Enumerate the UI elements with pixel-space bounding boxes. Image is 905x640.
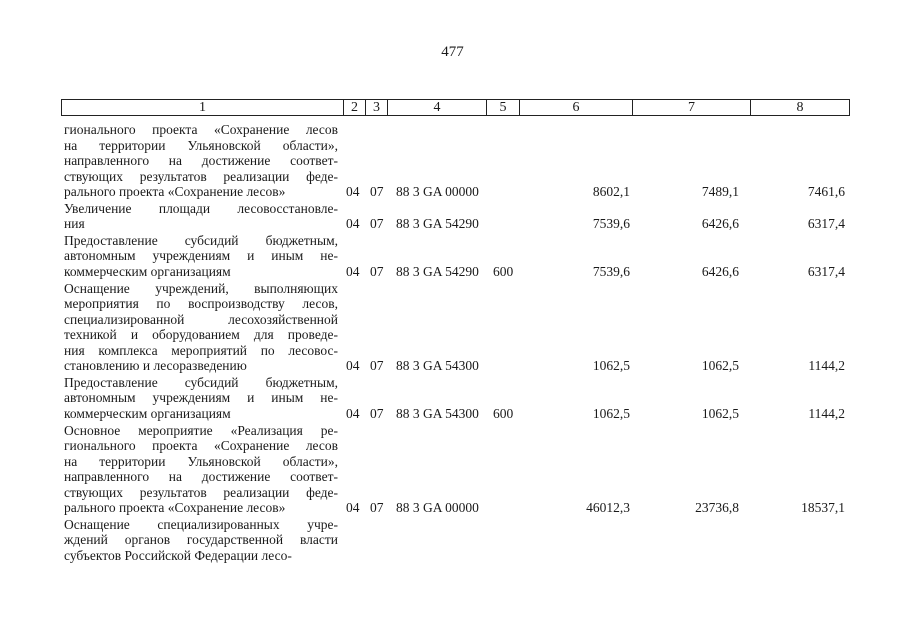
row-description-line: гионального проекта «Сохранение лесов bbox=[64, 122, 338, 137]
row-description-line: ния комплекса мероприятий по лесовос- bbox=[64, 342, 338, 358]
row-value-col6: 8602,1 bbox=[592, 184, 630, 199]
row-subsection: 07 bbox=[370, 405, 384, 421]
row-description-line: становлению и лесоразведению bbox=[64, 358, 247, 374]
row-section: 04 bbox=[346, 500, 360, 515]
row-description-line: субъектов Российской Федерации лесо- bbox=[64, 547, 292, 563]
row-target-code: 88 3 GA 54290 bbox=[396, 216, 479, 232]
row-target-code: 88 3 GA 54290 bbox=[396, 263, 479, 279]
row-description bbox=[64, 122, 338, 200]
row-description-line: техникой и оборудованием для проведе- bbox=[64, 327, 338, 343]
row-section: 04 bbox=[346, 405, 360, 421]
row-value-col6: 7539,6 bbox=[592, 216, 630, 232]
row-target-code: 88 3 GA 54300 bbox=[396, 358, 479, 374]
page-number: 477 bbox=[441, 44, 464, 60]
row-description bbox=[64, 201, 338, 232]
row-description-line: автономным учреждениям и иным не- bbox=[64, 390, 338, 406]
header-col-8: 8 bbox=[796, 100, 804, 115]
row-description-line: на территории Ульяновской области», bbox=[64, 137, 338, 153]
row-description-line: направленного на достижение соответ- bbox=[64, 153, 338, 168]
row-expense-type: 600 bbox=[493, 405, 514, 421]
header-col-3: 3 bbox=[366, 100, 388, 115]
row-description bbox=[64, 423, 338, 516]
row-description-line: рального проекта «Сохранение лесов» bbox=[64, 184, 286, 199]
row-description bbox=[64, 233, 338, 280]
row-subsection: 07 bbox=[370, 263, 384, 279]
row-description-line: Предоставление субсидий бюджетным, bbox=[64, 374, 338, 390]
row-subsection: 07 bbox=[370, 358, 384, 374]
row-value-col8: 1144,2 bbox=[808, 405, 845, 421]
row-description-line: Предоставление субсидий бюджетным, bbox=[64, 232, 338, 248]
row-description-line: направленного на достижение соответ- bbox=[64, 469, 338, 484]
row-value-col7: 7489,1 bbox=[701, 184, 739, 199]
row-description-line: мероприятия по воспроизводству лесов, bbox=[64, 296, 338, 312]
row-section: 04 bbox=[346, 263, 360, 279]
row-description-line: специализированной лесохозяйственной bbox=[64, 311, 338, 327]
row-description-line: Оснащение специализированных учре- bbox=[64, 516, 338, 532]
row-value-col8: 6317,4 bbox=[807, 216, 845, 232]
row-description-line: ния bbox=[64, 216, 85, 232]
row-description-line: Увеличение площади лесовосстановле- bbox=[64, 200, 338, 216]
row-description bbox=[64, 375, 338, 422]
header-col-4: 4 bbox=[388, 100, 487, 115]
header-col-7: 7 bbox=[633, 100, 751, 115]
row-value-col8: 18537,1 bbox=[801, 500, 845, 515]
row-description bbox=[64, 281, 338, 374]
row-value-col7: 6426,6 bbox=[701, 216, 739, 232]
row-description-line: ствующих результатов реализации феде- bbox=[64, 484, 338, 500]
row-value-col6: 1062,5 bbox=[592, 405, 630, 421]
row-description-line: Основное мероприятие «Реализация ре- bbox=[64, 422, 338, 438]
row-section: 04 bbox=[346, 358, 360, 374]
row-target-code: 88 3 GA 00000 bbox=[396, 500, 479, 515]
row-subsection: 07 bbox=[370, 216, 384, 232]
row-description-line: ствующих результатов реализации феде- bbox=[64, 168, 338, 184]
row-expense-type: 600 bbox=[493, 263, 514, 279]
row-description-line: рального проекта «Сохранение лесов» bbox=[64, 500, 286, 515]
header-col-6: 6 bbox=[520, 100, 633, 115]
row-target-code: 88 3 GA 00000 bbox=[396, 184, 479, 199]
table-header bbox=[61, 99, 850, 116]
row-description-line: на территории Ульяновской области», bbox=[64, 453, 338, 469]
row-value-col6: 7539,6 bbox=[592, 263, 630, 279]
row-description-line: автономным учреждениям и иным не- bbox=[64, 248, 338, 264]
row-description-line: гионального проекта «Сохранение лесов bbox=[64, 438, 338, 453]
row-value-col8: 1144,2 bbox=[808, 358, 845, 374]
row-description-line: ждений органов государственной власти bbox=[64, 532, 338, 548]
row-description-line: коммерческим организациям bbox=[64, 263, 231, 279]
row-description bbox=[64, 517, 338, 564]
row-value-col7: 6426,6 bbox=[701, 263, 739, 279]
row-description-line: коммерческим организациям bbox=[64, 405, 231, 421]
row-description-line: Оснащение учреждений, выполняющих bbox=[64, 280, 338, 296]
row-subsection: 07 bbox=[370, 500, 384, 515]
header-col-2: 2 bbox=[344, 100, 366, 115]
row-section: 04 bbox=[346, 216, 360, 232]
row-section: 04 bbox=[346, 184, 360, 199]
row-value-col6: 46012,3 bbox=[586, 500, 630, 515]
row-subsection: 07 bbox=[370, 184, 384, 199]
row-target-code: 88 3 GA 54300 bbox=[396, 405, 479, 421]
row-value-col8: 7461,6 bbox=[807, 184, 845, 199]
row-value-col7: 1062,5 bbox=[701, 358, 739, 374]
row-value-col7: 1062,5 bbox=[701, 405, 739, 421]
row-value-col8: 6317,4 bbox=[807, 263, 845, 279]
header-col-5: 5 bbox=[487, 100, 520, 115]
header-col-1: 1 bbox=[62, 100, 344, 115]
row-value-col6: 1062,5 bbox=[592, 358, 630, 374]
row-value-col7: 23736,8 bbox=[695, 500, 739, 515]
